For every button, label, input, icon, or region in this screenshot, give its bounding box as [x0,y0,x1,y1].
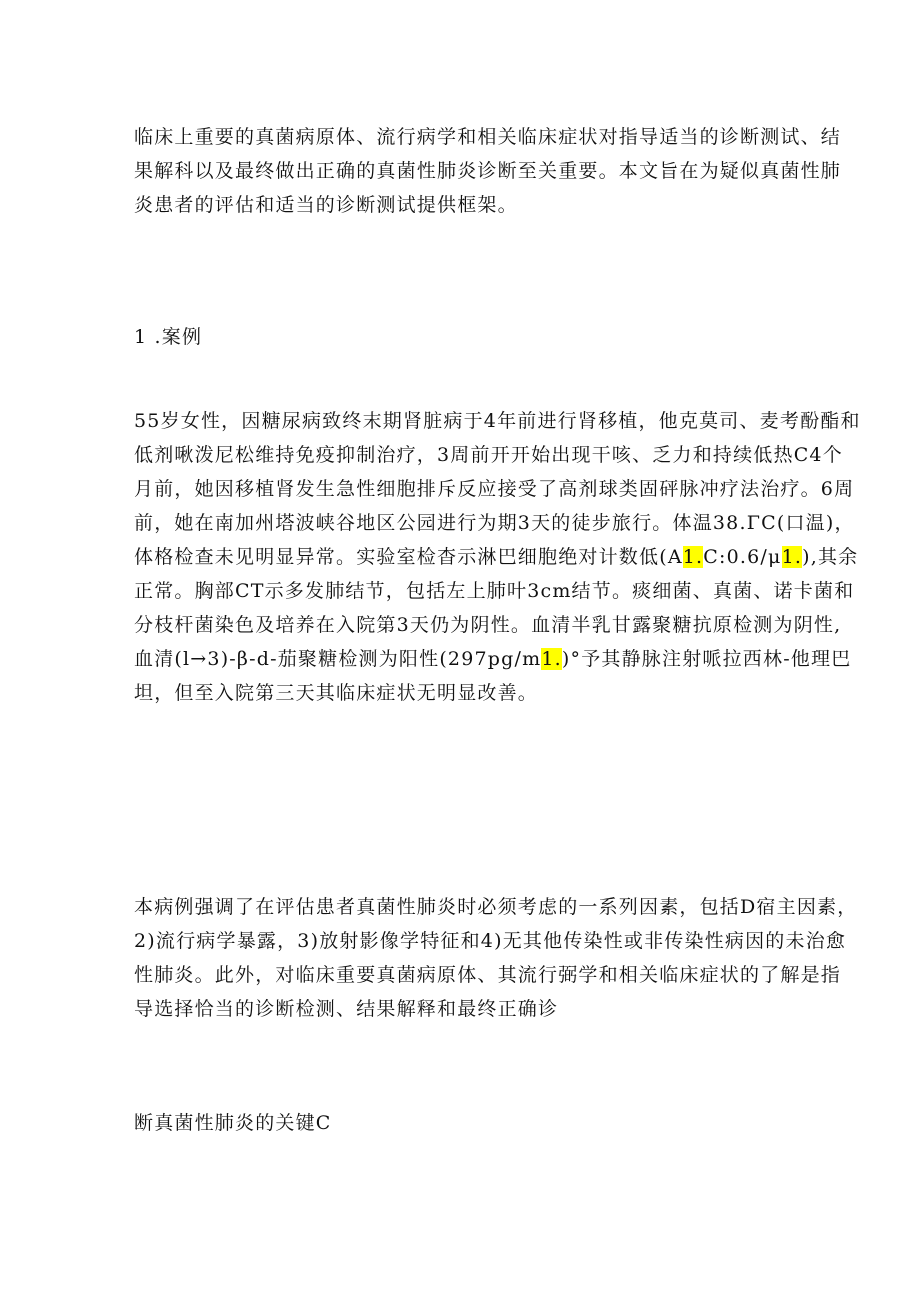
highlight-mark: 1. [541,648,562,670]
section-heading-block [134,320,800,354]
case-line-lab-results [134,540,859,574]
highlight-mark: 1. [781,546,803,568]
case-text: )°予其静脉注射哌拉西林-他理巴 [561,648,852,670]
discussion-paragraph [134,890,858,1026]
discussion-line: 性肺炎。此外，对临床重要真菌病原体、其流行弼学和相关临床症状的了解是指 [134,964,842,986]
case-text: C:0.6∕μ [703,546,782,568]
trailing-paragraph [134,1106,800,1140]
trailing-line: 断真菌性肺炎的关键C [134,1112,332,1134]
intro-line: 炎患者的评估和适当的诊断测试提供框架。 [134,194,518,216]
discussion-line: 本病例强调了在评估患者真菌性肺炎时必须考虑的一系列因素，包括D宿主因素， [134,896,858,918]
intro-line: 果解科以及最终做出正确的真菌性肺炎诊断至关重要。本文旨在为疑似真菌性肺 [134,160,842,182]
case-text: 血清(l→3)-β-d-茄聚糖检测为阳性(297pg∕m [134,648,542,670]
discussion-line: 2)流行病学暴露，3)放射影像学特征和4)无其他传染性或非传染性病因的未治愈 [134,930,847,952]
case-line: 55岁女性，因糖尿病致终末期肾脏病于4年前进行肾移植，他克莫司、麦考酚酯和 [134,410,861,432]
case-line: 坦，但至入院第三天其临床症状无明显改善。 [134,682,539,704]
case-line: 前，她在南加州塔波峡谷地区公园进行为期3天的徒步旅行。体温38.ΓC(口温)， [134,512,855,534]
case-line-glucan-test [134,642,852,676]
case-line: 正常。胸部CT示多发肺结节，包括左上肺叶3cm结节。痰细菌、真菌、诺卡菌和 [134,580,855,602]
case-line: 月前，她因移植肾发生急性细胞排斥反应接受了高剂球类固砰脉冲疗法治疗。6周 [134,478,855,500]
case-line: 分枝杆菌染色及培养在入院第3天仍为阴性。血清半乳甘露聚糖抗原检测为阴性, [134,614,842,636]
discussion-line: 导选择恰当的诊断检测、结果解释和最终正确诊 [134,998,559,1020]
case-text: ),其余 [802,546,859,568]
section-heading: 1 .案例 [134,326,203,348]
case-paragraph [134,404,861,710]
case-text: 体格检查未见明显异常。实验室检杳示淋巴细胞绝对计数低(A [134,546,683,568]
highlight-mark: 1. [682,546,704,568]
intro-paragraph [134,120,842,222]
intro-line: 临床上重要的真菌病原体、流行病学和相关临床症状对指导适当的诊断测试、结 [134,126,842,148]
case-line: 低剂啾泼尼松维持免疫抑制治疗，3周前开开始出现干咳、乏力和持续低热C4个 [134,444,843,466]
